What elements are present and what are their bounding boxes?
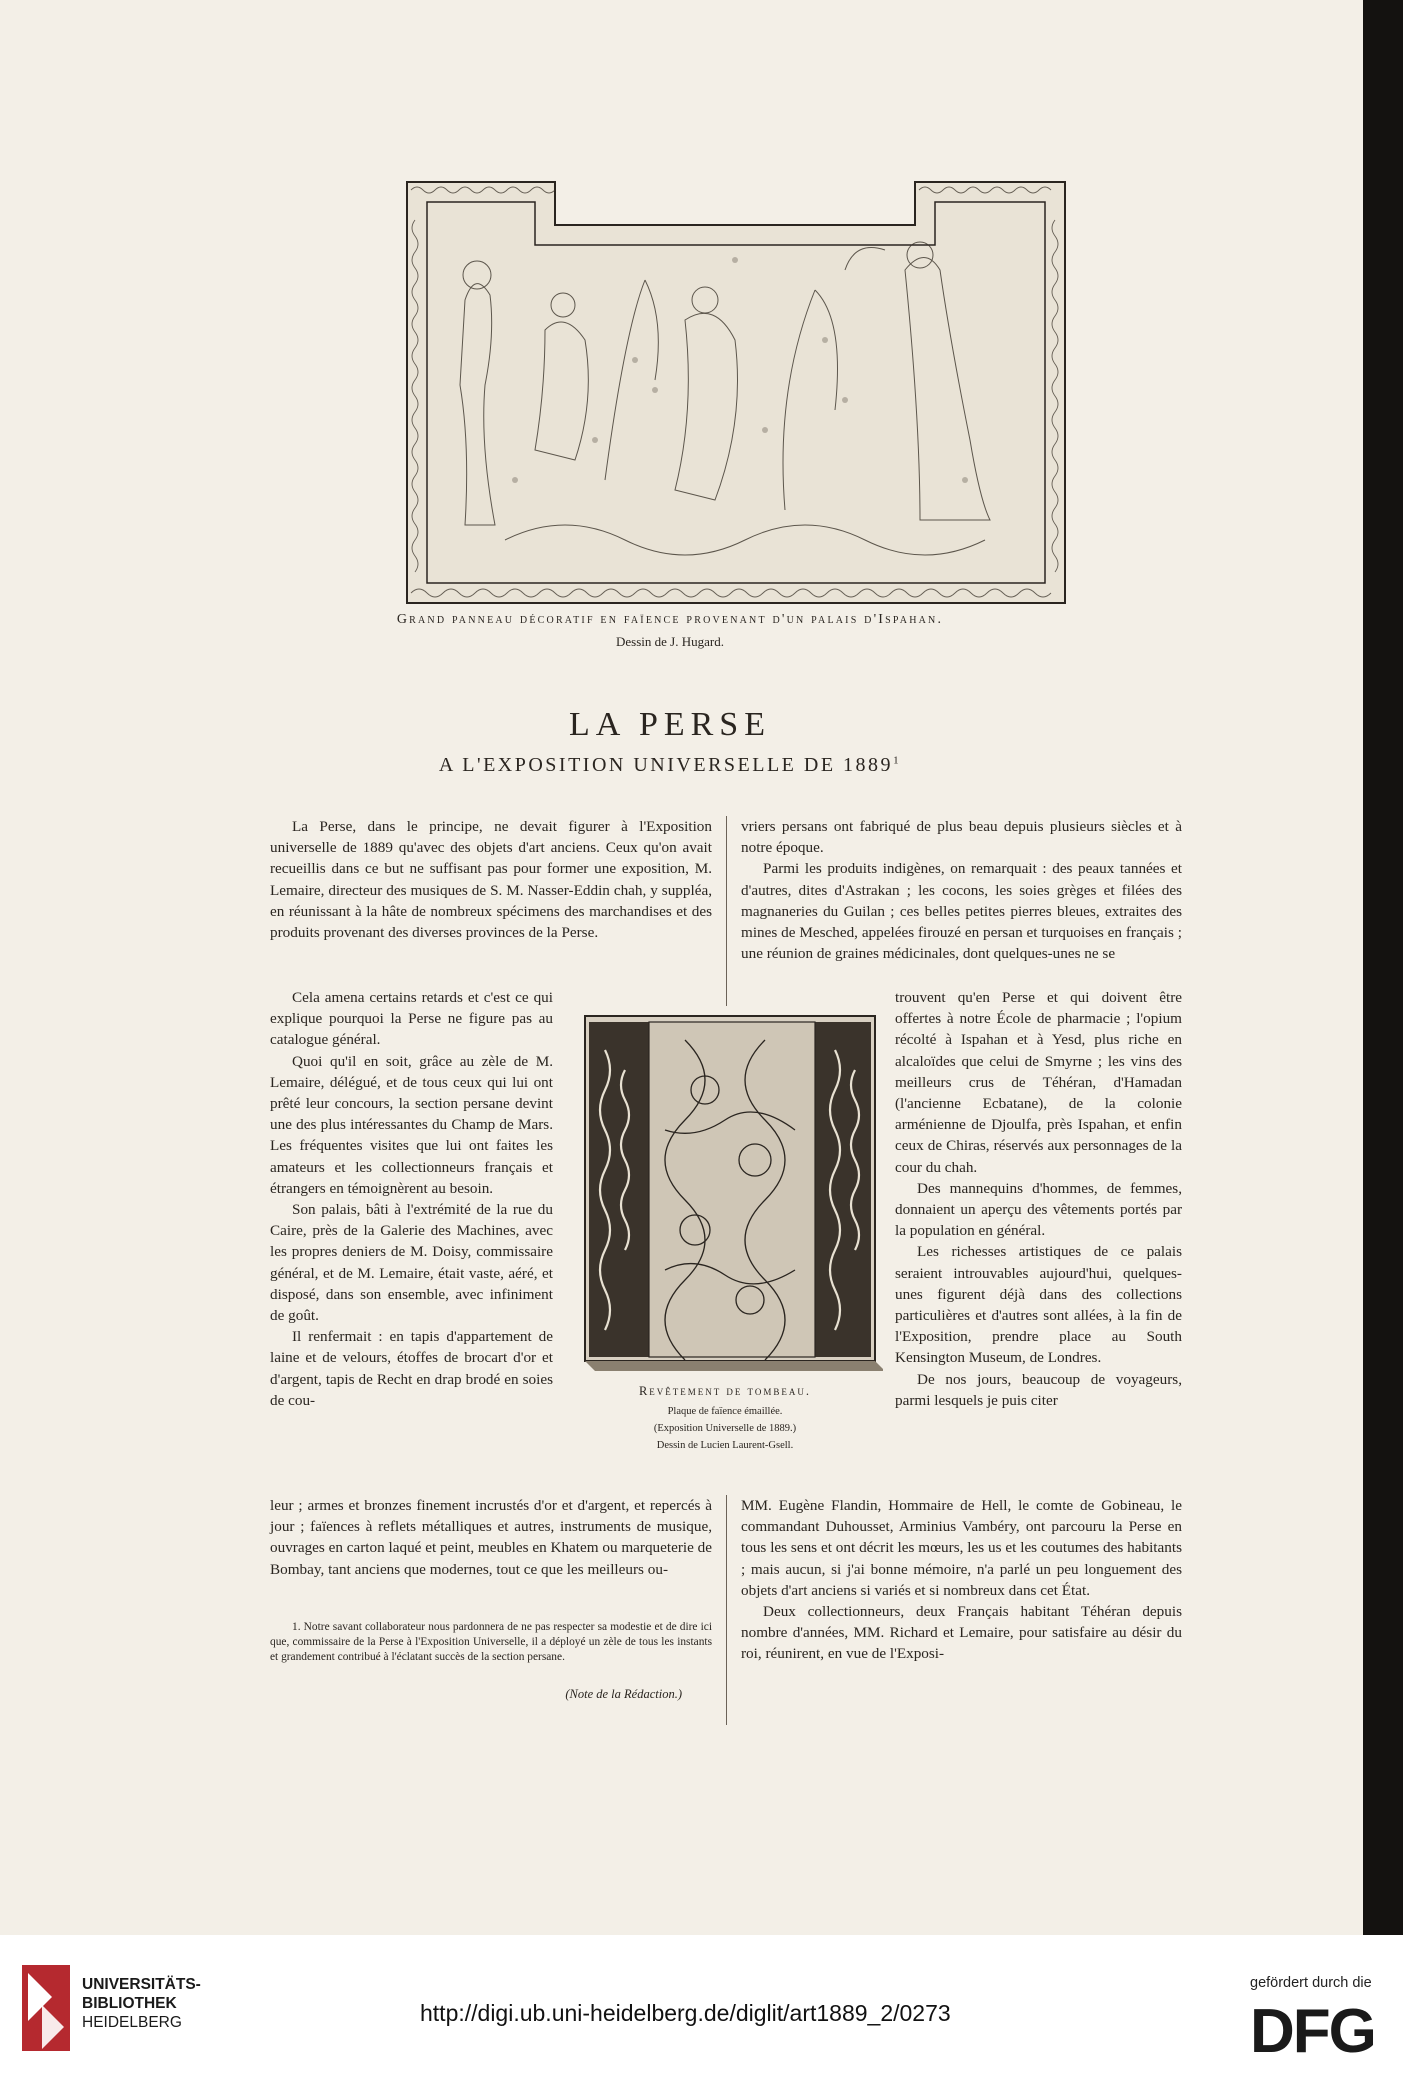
right-column-top (741, 816, 1182, 964)
paragraph: MM. Eugène Flandin, Hommaire de Hell, le comte de Gobineau, le commandant Duhousset, Arminius Vambéry, ont parcouru la Perse en tous les sens et ont décrit les mœurs, les us et les coutumes des habitants ; mais aucun, si j'ai bonne mémoire, n'a parlé un peu longuement des objets d'art anciens si variés et si nombreux dans cet État. (741, 1497, 1182, 1599)
column-rule (726, 816, 727, 1006)
figure-caption: Grand panneau décoratif en faïence provenant d'un palais d'Ispahan. (396, 612, 944, 627)
dfg-logo-icon (1250, 1998, 1385, 2058)
tomb-caption-line: (Exposition Universelle de 1889.) (653, 1423, 797, 1434)
left-column-narrow (270, 987, 553, 1411)
footnote-marker: 1 (893, 754, 902, 767)
paragraph: Les richesses artistiques de ce palais seraient introuvables aujourd'hui, quelques-unes figurent déjà dans des collections particulières et d'autres sont allées, à la fin de l'Exposition, prendre place au South Kensington Museum, de Londres. (895, 1243, 1182, 1367)
paragraph: leur ; armes et bronzes finement incrustés d'or et d'argent, et repercés à jour ; faïences à reflets métalliques et autres, instruments de musique, ouvrages en carton laqué et peint, meubles en Khatem ou marqueterie de Bombay, tant anciens que modernes, tout ce que les meilleurs ou- (270, 1497, 712, 1578)
library-line: HEIDELBERG (82, 2014, 182, 2031)
faience-panel-illustration (405, 180, 1067, 605)
article-title: LA PERSE (569, 706, 771, 743)
right-column-bottom (741, 1495, 1182, 1665)
tomb-caption-line: Plaque de faïence émaillée. (667, 1406, 783, 1417)
scan-edge (1363, 0, 1403, 1935)
left-column-bottom (270, 1495, 712, 1580)
figure-credit: Dessin de J. Hugard. (616, 634, 724, 649)
left-column-top (270, 816, 712, 943)
paragraph: vriers persans ont fabriqué de plus beau depuis plusieurs siècles et à notre époque. (741, 818, 1182, 857)
permalink[interactable]: http://digi.ub.uni-heidelberg.de/diglit/art1889_2/0273 (420, 2000, 951, 2026)
tomb-plaque-illustration (565, 1010, 883, 1380)
paragraph: Deux collectionneurs, deux Français habitant Téhéran depuis nombre d'années, MM. Richard et Lemaire, pour satisfaire au désir du roi, réunirent, en vue de l'Exposi- (741, 1603, 1182, 1663)
library-name (82, 1975, 201, 2032)
paragraph: Parmi les produits indigènes, on remarquait : des peaux tannées et d'autres, dites d'Astrakan ; les cocons, les soies grèges et filées des magnaneries du Guilan ; ces belles petites pierres bleues, extraites des mines de Mesched, appelées firouzé en persan et turquoises en français ; une réunion de graines médicinales, dont quelques-unes ne se (741, 860, 1182, 963)
dfg-logo-text: DFG (1250, 1998, 1375, 2058)
subtitle-text: A L'EXPOSITION UNIVERSELLE DE 1889 (438, 754, 894, 776)
tomb-caption: Revêtement de tombeau. (638, 1384, 812, 1398)
library-line: BIBLIOTHEK (82, 1995, 177, 2012)
paragraph: Cela amena certains retards et c'est ce qui explique pourquoi la Perse ne figure pas au catalogue général. (270, 989, 553, 1049)
paragraph: La Perse, dans le principe, ne devait figurer à l'Exposition universelle de 1889 qu'avec des objets d'art anciens. Ceux qu'on avait recueillis dans ce but ne suffisant pas pour former une exposition, M. Lemaire, directeur des musiques de S. M. Nasser-Eddin chah, y suppléa, en réunissant à la hâte de nombreux spécimens des marchandises et des produits provenant des diverses provinces de la Perse. (270, 818, 712, 942)
library-line: UNIVERSITÄTS- (82, 1976, 201, 1993)
paragraph: Des mannequins d'hommes, de femmes, donnaient un aperçu des vêtements portés par la population en général. (895, 1179, 1182, 1240)
footnote (270, 1620, 712, 1665)
paragraph: Il renfermait : en tapis d'appartement de laine et de velours, étoffes de brocart d'or et d'argent, tapis de Recht en drap brodé en soies de cou- (270, 1328, 553, 1409)
funded-by-label: gefördert durch die (1250, 1975, 1372, 1991)
right-column-narrow (895, 987, 1182, 1411)
library-logo-icon (22, 1965, 70, 2051)
article-subtitle (300, 754, 1040, 777)
column-rule (726, 1495, 727, 1725)
footnote-signature: (Note de la Rédaction.) (565, 1687, 682, 1701)
paragraph: Son palais, bâti à l'extrémité de la rue du Caire, près de la Galerie des Machines, avec les propres deniers de M. Doisy, commissaire général, et de M. Lemaire, était vaste, aéré, et disposé, dans son ensemble, avec infiniment de goût. (270, 1201, 553, 1325)
tomb-caption-line: Dessin de Lucien Laurent-Gsell. (656, 1440, 794, 1451)
paragraph: trouvent qu'en Perse et qui doivent être offertes à notre École de pharmacie ; l'opium récolté à Ispahan et à Yesd, plus riche en alcaloïdes que celui de Smyrne ; les vins des meilleurs crus de Téhéran, d'Hamadan (l'ancienne Ecbatane), de la colonie arménienne de Djoulfa, près Ispahan, et enfin ceux de Chiras, réservés aux personnages de la cour du chah. (895, 989, 1182, 1176)
paragraph: De nos jours, beaucoup de voyageurs, parmi lesquels je puis citer (895, 1370, 1182, 1409)
paragraph: Quoi qu'il en soit, grâce au zèle de M. Lemaire, délégué, et de tous ceux qui lui ont prêté leur concours, la section persane devint une des plus intéressantes du Champ de Mars. Les fréquentes visites que lui ont faites les amateurs et les collectionneurs français et étrangers en témoignèrent au besoin. (270, 1052, 553, 1197)
footnote-text: 1. Notre savant collaborateur nous pardonnera de ne pas respecter sa modestie et de dire ici que, commissaire de la Perse à l'Exposition Universelle, il a déployé un zèle de tous les instants et grandement contribué à l'éclatant succès de la section persane. (270, 1621, 712, 1663)
